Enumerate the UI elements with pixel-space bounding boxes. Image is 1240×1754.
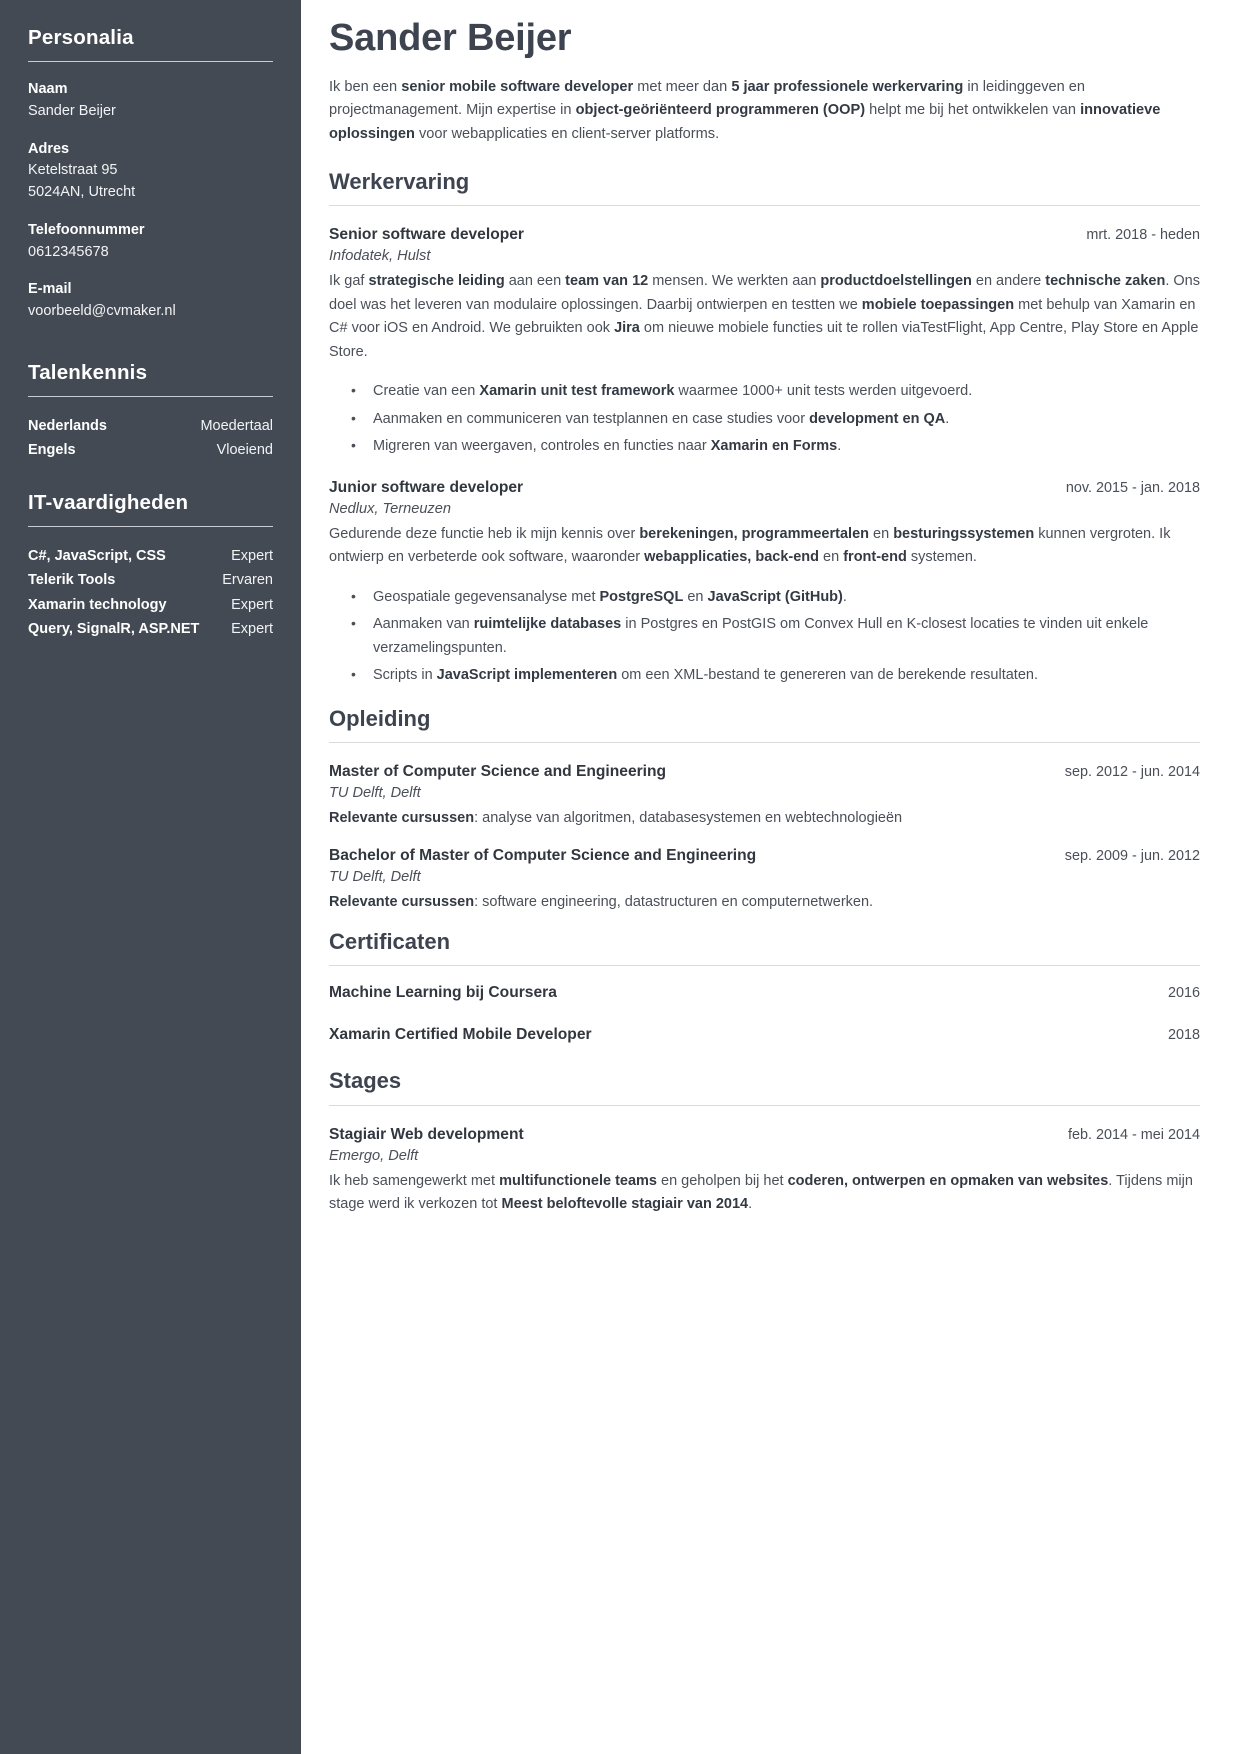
experience-entry-header xyxy=(329,224,1200,245)
it-skill-row xyxy=(28,617,273,641)
it-skill-row xyxy=(28,544,273,568)
experience-entry xyxy=(329,224,1200,458)
it-skill-name: C#, JavaScript, CSS xyxy=(28,547,166,564)
sidebar-divider-it-vaardigheden xyxy=(28,526,273,527)
internship-entry-header xyxy=(329,1124,1200,1145)
degree-date-range: sep. 2012 - jun. 2014 xyxy=(1064,763,1200,780)
degree-date-range: sep. 2009 - jun. 2012 xyxy=(1064,847,1200,864)
job-date-range: mrt. 2018 - heden xyxy=(1086,227,1200,244)
job-bullet: • Geospatiale gegevensanalyse met PostgreSQL en JavaScript (GitHub). xyxy=(351,586,1200,609)
field-value-email: voorbeeld@cvmaker.nl xyxy=(28,303,176,319)
section-divider-opleiding xyxy=(329,742,1200,743)
job-bullet: • Aanmaken en communiceren van testplannen en case studies voor development en QA. xyxy=(351,408,1200,431)
field-value-adres-line1: Ketelstraat 95 xyxy=(28,162,118,179)
relevant-courses: Relevante cursussen: software engineering, datastructuren en computernetwerken. xyxy=(329,893,874,910)
personalia-field-adres xyxy=(28,139,273,204)
job-bullet: • Creatie van een Xamarin unit test framework waarmee 1000+ unit tests werden uitgevoerd. xyxy=(351,380,1200,403)
degree-title: Master of Computer Science and Engineering xyxy=(329,762,667,780)
job-bullet-list xyxy=(329,586,1200,688)
sidebar-divider-talenkennis xyxy=(28,396,273,397)
field-value-naam: Sander Beijer xyxy=(28,102,116,119)
experience-entry xyxy=(329,477,1200,688)
education-entry-header xyxy=(329,845,1200,866)
certificate-row xyxy=(329,984,1200,1002)
it-skill-level: Expert xyxy=(231,547,273,564)
it-skill-row xyxy=(28,568,273,592)
section-title-werkervaring: Werkervaring xyxy=(329,168,470,194)
certificate-name: Xamarin Certified Mobile Developer xyxy=(329,1026,592,1044)
it-skill-level: Expert xyxy=(231,596,273,613)
it-skill-name: Telerik Tools xyxy=(28,572,116,589)
it-skill-list xyxy=(28,544,273,642)
section-divider-werkervaring xyxy=(329,205,1200,206)
job-description: Ik gaf strategische leiding aan een team van 12 mensen. We werkten aan productdoelstellingen en andere technische zaken. Ons doel was het leveren van modulaire oplossingen. Daarbij ontwierpen en testten we mobiele toepassingen met behulp van Xamarin en C# voor iOS en Android. We gebruikten ook Jira om nieuwe mobiele functies uit te rollen viaTestFlight, App Centre, Play Store en Apple Store. xyxy=(329,273,1200,360)
page-title: Sander Beijer xyxy=(329,17,572,59)
job-description: Gedurende deze functie heb ik mijn kennis over berekeningen, programmeertalen en besturingssystemen kunnen vergroten. Ik ontwierp en verbeterde ook software, waaronder webapplicaties, back-end en front-end systemen. xyxy=(329,525,1171,566)
education-entry xyxy=(329,845,1200,915)
personalia-field-email xyxy=(28,279,273,323)
sidebar xyxy=(0,0,301,1754)
certificate-row xyxy=(329,1026,1200,1044)
spacer-it-vaardigheden xyxy=(28,469,273,491)
job-employer: Nedlux, Terneuzen xyxy=(329,500,451,517)
language-name: Nederlands xyxy=(28,417,107,434)
job-bullet-list xyxy=(329,380,1200,458)
sidebar-heading-talenkennis: Talenkennis xyxy=(28,360,148,384)
section-title-opleiding: Opleiding xyxy=(329,705,431,731)
field-label-naam: Naam xyxy=(28,81,68,97)
education-entry xyxy=(329,761,1200,831)
section-certificaten xyxy=(329,929,1200,1044)
degree-title: Bachelor of Master of Computer Science and Engineering xyxy=(329,846,757,864)
section-title-certificaten: Certificaten xyxy=(329,928,451,954)
relevant-courses: Relevante cursussen: analyse van algoritmen, databasesystemen en webtechnologieën xyxy=(329,809,903,826)
personalia-field-telefoonnummer xyxy=(28,220,273,264)
section-title-stages: Stages xyxy=(329,1068,402,1094)
sidebar-divider-personalia xyxy=(28,61,273,62)
main-content xyxy=(301,0,1240,1754)
language-name: Engels xyxy=(28,442,76,459)
job-employer: Infodatek, Hulst xyxy=(329,248,431,265)
internship-date-range: feb. 2014 - mei 2014 xyxy=(1067,1126,1200,1143)
field-value-adres-line2: 5024AN, Utrecht xyxy=(28,184,136,200)
job-title: Junior software developer xyxy=(329,478,524,496)
language-row xyxy=(28,438,273,462)
internship-title: Stagiair Web development xyxy=(329,1125,524,1143)
personalia-field-naam xyxy=(28,79,273,123)
job-bullet: • Scripts in JavaScript implementeren om een XML-bestand te genereren van de berekende resultaten. xyxy=(351,664,1200,687)
field-label-email: E-mail xyxy=(28,281,72,298)
it-skill-level: Ervaren xyxy=(222,572,273,589)
field-value-telefoonnummer: 0612345678 xyxy=(28,243,109,260)
it-skill-name: Query, SignalR, ASP.NET xyxy=(28,621,200,638)
experience-entry-header xyxy=(329,477,1200,498)
language-level: Moedertaal xyxy=(200,417,273,434)
section-werkervaring xyxy=(329,169,1200,688)
school-name: TU Delft, Delft xyxy=(329,784,421,801)
section-divider-stages xyxy=(329,1105,1200,1106)
it-skill-level: Expert xyxy=(231,621,273,638)
internship-employer: Emergo, Delft xyxy=(329,1147,419,1164)
language-list xyxy=(28,414,273,463)
school-name: TU Delft, Delft xyxy=(329,868,421,885)
language-row xyxy=(28,414,273,438)
it-skill-row xyxy=(28,593,273,617)
certificate-name: Machine Learning bij Coursera xyxy=(329,984,557,1002)
certificate-year: 2016 xyxy=(1167,985,1200,1002)
education-entry-header xyxy=(329,761,1200,782)
section-divider-certificaten xyxy=(329,965,1200,966)
internship-description: Ik heb samengewerkt met multifunctionele teams en geholpen bij het coderen, ontwerpen en opmaken van websites. Tijdens mijn stage werd ik verkozen tot Meest beloftevolle stagiair van 2014. xyxy=(329,1172,1193,1213)
certificate-year: 2018 xyxy=(1167,1027,1200,1044)
job-bullet: • Aanmaken van ruimtelijke databases in Postgres en PostGIS om Convex Hull en K-closest locaties te vinden uit enkele verzamelingspunten. xyxy=(351,613,1200,660)
language-level: Vloeiend xyxy=(216,442,273,459)
job-date-range: nov. 2015 - jan. 2018 xyxy=(1065,479,1200,496)
section-opleiding xyxy=(329,706,1200,915)
job-title: Senior software developer xyxy=(329,226,524,244)
sidebar-heading-personalia: Personalia xyxy=(28,26,134,49)
field-label-adres: Adres xyxy=(28,140,70,157)
section-stages xyxy=(329,1068,1200,1216)
spacer-talenkennis xyxy=(28,339,273,361)
it-skill-name: Xamarin technology xyxy=(28,596,167,613)
profile-summary: Ik ben een senior mobile software developer met meer dan 5 jaar professionele werkervaring in leidinggeven en projectmanagement. Mijn expertise in object-geöriënteerd programmeren (OOP) helpt me bij het ontwikkelen van innovatieve oplossingen voor webapplicaties en client-server platforms. xyxy=(329,78,1161,143)
internship-entry xyxy=(329,1124,1200,1217)
sidebar-heading-it-vaardigheden: IT-vaardigheden xyxy=(28,490,189,514)
field-label-telefoonnummer: Telefoonnummer xyxy=(28,221,145,238)
job-bullet: • Migreren van weergaven, controles en functies naar Xamarin en Forms. xyxy=(351,435,1200,458)
